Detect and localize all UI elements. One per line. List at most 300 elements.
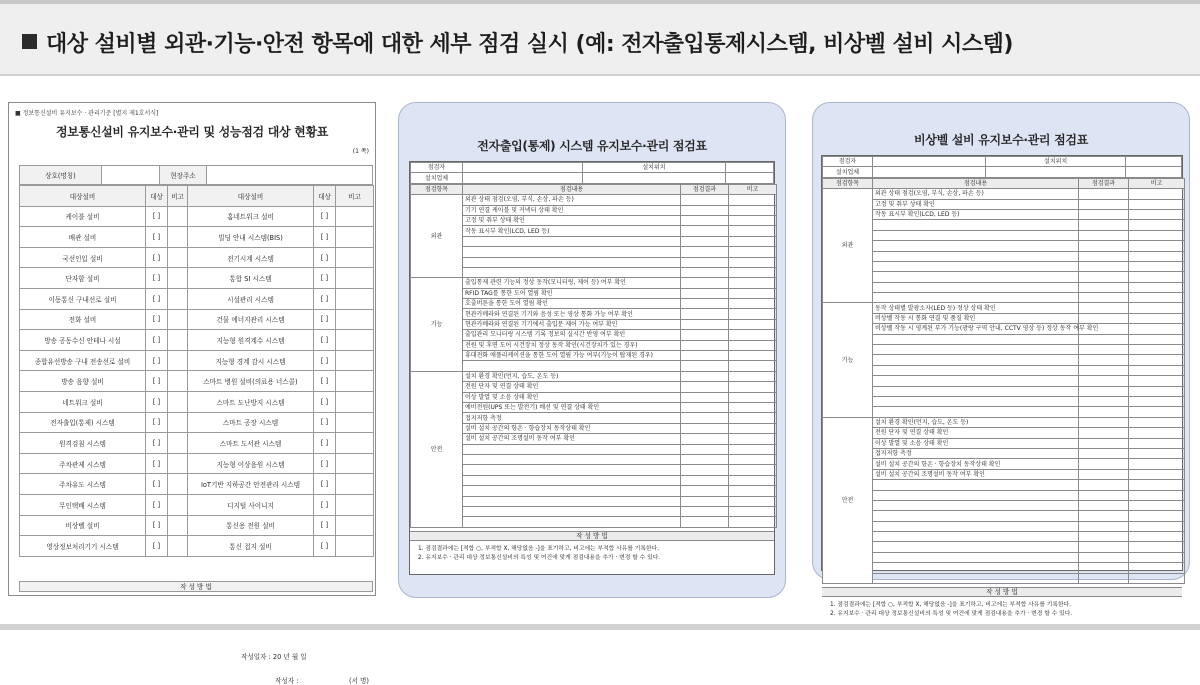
result-cell[interactable] — [1079, 573, 1129, 583]
result-cell[interactable] — [681, 195, 729, 205]
slide-header — [0, 4, 1200, 76]
result-cell[interactable] — [1079, 241, 1129, 251]
target-checkbox[interactable]: [ ] — [146, 350, 168, 371]
target-checkbox[interactable]: [ ] — [314, 247, 336, 268]
remark-cell — [168, 433, 188, 454]
remark-cell[interactable] — [729, 267, 777, 277]
blank-item — [873, 230, 1079, 240]
company-value[interactable] — [463, 173, 583, 183]
checklist-row — [823, 417, 1185, 427]
remark-cell — [168, 391, 188, 412]
checklist-row — [411, 486, 777, 496]
remark-cell[interactable] — [1129, 303, 1185, 313]
result-cell[interactable] — [681, 299, 729, 309]
result-cell[interactable] — [1079, 220, 1129, 230]
result-cell[interactable] — [681, 278, 729, 288]
result-cell[interactable] — [1079, 345, 1129, 355]
result-cell[interactable] — [681, 319, 729, 329]
check-item: 고정 및 취부 상태 확인 — [463, 215, 681, 225]
section-label: 기능 — [823, 303, 873, 417]
checklist-row — [411, 475, 777, 485]
result-cell[interactable] — [1079, 490, 1129, 500]
result-cell[interactable] — [1079, 469, 1129, 479]
remark-cell[interactable] — [729, 371, 777, 381]
target-checkbox[interactable]: [ ] — [314, 391, 336, 412]
remark-cell[interactable] — [1129, 511, 1185, 521]
remark-cell[interactable] — [1129, 532, 1185, 542]
remark-cell[interactable] — [1129, 365, 1185, 375]
remark-cell[interactable] — [729, 402, 777, 412]
table-row — [20, 247, 374, 268]
result-cell[interactable] — [681, 392, 729, 402]
remark-cell[interactable] — [729, 454, 777, 464]
result-cell[interactable] — [681, 247, 729, 257]
checklist-row — [411, 319, 777, 329]
facility-name: 케이블 설비 — [20, 206, 146, 227]
result-cell[interactable] — [681, 226, 729, 236]
check-item: 설치 환경 확인(먼지, 습도, 온도 등) — [463, 371, 681, 381]
section-label: 안전 — [411, 371, 463, 527]
remark-cell[interactable] — [729, 236, 777, 246]
remark-cell[interactable] — [1129, 490, 1185, 500]
remark-cell[interactable] — [1129, 521, 1185, 531]
target-checkbox[interactable]: [ ] — [146, 494, 168, 515]
result-cell[interactable] — [1079, 563, 1129, 573]
remark-cell[interactable] — [1129, 396, 1185, 406]
inspector-value[interactable] — [873, 157, 986, 167]
remark-cell[interactable] — [729, 486, 777, 496]
blank-item — [873, 241, 1079, 251]
blank-item — [873, 345, 1079, 355]
target-checkbox[interactable]: [ ] — [146, 309, 168, 330]
facility-name: 디지털 사이니지 — [188, 494, 314, 515]
writing-method-bar: 작 성 방 법 — [19, 581, 373, 592]
result-cell[interactable] — [681, 486, 729, 496]
remark-cell — [336, 433, 374, 454]
remark-cell[interactable] — [1129, 355, 1185, 365]
check-item: 현관카메라와 연결된 기기와 음성 또는 영상 통화 가능 여부 확인 — [463, 309, 681, 319]
result-cell[interactable] — [1079, 407, 1129, 417]
target-checkbox[interactable]: [ ] — [314, 288, 336, 309]
checklist-row — [823, 448, 1185, 458]
result-cell[interactable] — [1079, 480, 1129, 490]
table-row — [20, 494, 374, 515]
checklist-row — [823, 511, 1185, 521]
remark-cell[interactable] — [729, 444, 777, 454]
blank-item — [873, 490, 1079, 500]
result-cell[interactable] — [1079, 417, 1129, 427]
target-checkbox[interactable]: [ ] — [146, 268, 168, 289]
remark-cell[interactable] — [1129, 345, 1185, 355]
target-checkbox[interactable]: [ ] — [314, 206, 336, 227]
target-checkbox[interactable]: [ ] — [314, 433, 336, 454]
remark-cell[interactable] — [1129, 542, 1185, 552]
table-row — [20, 330, 374, 351]
target-checkbox[interactable]: [ ] — [314, 268, 336, 289]
remark-cell — [336, 536, 374, 557]
checklist-row — [823, 469, 1185, 479]
signature-label: (서 명) — [349, 677, 369, 685]
date-line: 작성일자 : 20 년 월 일 — [241, 653, 307, 661]
blank-item — [873, 293, 1079, 303]
result-cell[interactable] — [1079, 428, 1129, 438]
result-cell[interactable] — [681, 361, 729, 371]
checklist-row — [823, 563, 1185, 573]
checklist-row — [411, 465, 777, 475]
checklist-row — [823, 261, 1185, 271]
remark-cell[interactable] — [1129, 209, 1185, 219]
result-cell[interactable] — [681, 434, 729, 444]
target-checkbox[interactable]: [ ] — [314, 474, 336, 495]
target-checkbox[interactable]: [ ] — [314, 371, 336, 392]
facility-name: 방송 음향 설비 — [20, 371, 146, 392]
result-cell[interactable] — [681, 423, 729, 433]
result-cell[interactable] — [681, 506, 729, 516]
target-checkbox[interactable]: [ ] — [146, 474, 168, 495]
result-cell[interactable] — [681, 382, 729, 392]
check-item: 비상벨 작동 시 영계된 부가 기능(광랑 구역 안내, CCTV 영상 등) 정상 동작 여부 확인 — [873, 324, 1079, 334]
check-item: 접지저항 측정 — [463, 413, 681, 423]
result-cell[interactable] — [1079, 542, 1129, 552]
blank-item — [873, 220, 1079, 230]
target-checkbox[interactable]: [ ] — [146, 536, 168, 557]
checklist-row — [823, 251, 1185, 261]
result-cell[interactable] — [681, 444, 729, 454]
result-cell[interactable] — [681, 330, 729, 340]
company-value — [101, 166, 159, 185]
checklist-row — [823, 189, 1185, 199]
remark-cell[interactable] — [1129, 251, 1185, 261]
remark-cell[interactable] — [1129, 324, 1185, 334]
remark-cell[interactable] — [729, 423, 777, 433]
result-cell[interactable] — [681, 351, 729, 361]
target-checkbox[interactable]: [ ] — [146, 371, 168, 392]
target-checkbox[interactable]: [ ] — [146, 433, 168, 454]
result-cell[interactable] — [1079, 199, 1129, 209]
remark-cell[interactable] — [1129, 272, 1185, 282]
blank-item — [873, 251, 1079, 261]
remark-cell — [336, 206, 374, 227]
checklist-row — [411, 371, 777, 381]
check-item: 이상 발열 및 소음 상태 확인 — [463, 392, 681, 402]
result-cell[interactable] — [681, 371, 729, 381]
remark-cell[interactable] — [1129, 241, 1185, 251]
target-checkbox[interactable]: [ ] — [146, 412, 168, 433]
remark-cell[interactable] — [729, 517, 777, 527]
checklist-row — [823, 407, 1185, 417]
checklist-row — [823, 324, 1185, 334]
check-item: 현관카메라와 연결된 기기에서 출입문 제어 가능 여부 확인 — [463, 319, 681, 329]
inspector-value[interactable] — [463, 163, 583, 173]
remark-cell — [336, 412, 374, 433]
remark-cell[interactable] — [1129, 407, 1185, 417]
check-item: 출입관리 모니터링 시스템 기록 정보의 실시간 반영 여부 확인 — [463, 330, 681, 340]
company-info-row — [19, 165, 373, 185]
result-cell[interactable] — [1079, 376, 1129, 386]
result-cell[interactable] — [1079, 365, 1129, 375]
result-cell[interactable] — [681, 517, 729, 527]
result-cell[interactable] — [681, 288, 729, 298]
remark-cell[interactable] — [1129, 480, 1185, 490]
writing-method-bar: 작 성 방 법 — [410, 531, 774, 541]
remark-cell[interactable] — [1129, 261, 1185, 271]
remark-cell[interactable] — [1129, 282, 1185, 292]
remark-cell[interactable] — [1129, 459, 1185, 469]
checklist-row — [823, 282, 1185, 292]
remark-cell[interactable] — [1129, 500, 1185, 510]
blank-item — [873, 480, 1079, 490]
blank-item — [873, 334, 1079, 344]
result-cell[interactable] — [1079, 532, 1129, 542]
result-cell[interactable] — [1079, 303, 1129, 313]
remark-cell[interactable] — [729, 465, 777, 475]
remark-cell[interactable] — [729, 506, 777, 516]
remark-cell[interactable] — [729, 205, 777, 215]
facility-name: IoT기반 지하공간 안전관리 시스템 — [188, 474, 314, 495]
remark-cell — [168, 330, 188, 351]
result-cell[interactable] — [681, 496, 729, 506]
result-cell[interactable] — [1079, 500, 1129, 510]
checklist-row — [411, 236, 777, 246]
remark-cell[interactable] — [1129, 469, 1185, 479]
blank-item — [463, 267, 681, 277]
table-header-cell: 비고 — [336, 186, 374, 207]
result-cell[interactable] — [1079, 438, 1129, 448]
checklist-row — [411, 454, 777, 464]
target-checkbox[interactable]: [ ] — [314, 412, 336, 433]
bottom-divider — [0, 624, 1200, 630]
target-checkbox[interactable]: [ ] — [314, 309, 336, 330]
result-cell[interactable] — [1079, 313, 1129, 323]
remark-cell[interactable] — [729, 361, 777, 371]
checklist-row — [411, 288, 777, 298]
remark-cell[interactable] — [729, 382, 777, 392]
target-checkbox[interactable]: [ ] — [146, 453, 168, 474]
target-checkbox[interactable]: [ ] — [146, 247, 168, 268]
remark-cell[interactable] — [1129, 552, 1185, 562]
facility-name: 시설관리 시스템 — [188, 288, 314, 309]
target-checkbox[interactable]: [ ] — [146, 288, 168, 309]
slide-title: 대상 설비별 외관·기능·안전 항목에 대한 세부 점검 실시 (예: 전자출입통제시스템, 비상벨 설비 시스템) — [46, 32, 1013, 57]
result-cell[interactable] — [1079, 261, 1129, 271]
section-label: 외관 — [823, 189, 873, 303]
result-cell[interactable] — [681, 402, 729, 412]
result-cell[interactable] — [1079, 230, 1129, 240]
remark-cell[interactable] — [729, 434, 777, 444]
checklist-row — [823, 334, 1185, 344]
check-item: 작동 표시부 확인(LCD, LED 등) — [873, 209, 1079, 219]
form-reference: ■ 정보통신설비 유지보수 · 관리기준 [별지 제1호서식] — [15, 110, 159, 117]
section-label: 외관 — [411, 195, 463, 278]
facility-name: 스마트 도서관 시스템 — [188, 433, 314, 454]
result-cell[interactable] — [1079, 334, 1129, 344]
result-cell[interactable] — [681, 309, 729, 319]
result-cell[interactable] — [681, 257, 729, 267]
remark-cell[interactable] — [729, 257, 777, 267]
table-row — [20, 350, 374, 371]
remark-cell — [336, 494, 374, 515]
result-cell[interactable] — [681, 236, 729, 246]
remark-cell[interactable] — [1129, 417, 1185, 427]
result-cell[interactable] — [1079, 521, 1129, 531]
result-cell[interactable] — [681, 413, 729, 423]
blank-item — [463, 517, 681, 527]
result-cell[interactable] — [681, 454, 729, 464]
remark-cell[interactable] — [729, 351, 777, 361]
result-cell[interactable] — [1079, 448, 1129, 458]
remark-cell[interactable] — [1129, 448, 1185, 458]
check-item: 전원 및 후면 도어 시건장치 정상 동작 확인(시건장치가 있는 경우) — [463, 340, 681, 350]
target-checkbox[interactable]: [ ] — [314, 536, 336, 557]
result-cell[interactable] — [681, 267, 729, 277]
remark-cell[interactable] — [729, 330, 777, 340]
checklist-row — [823, 542, 1185, 552]
blank-item — [463, 361, 681, 371]
remark-cell[interactable] — [729, 226, 777, 236]
checklist-row — [823, 490, 1185, 500]
result-cell[interactable] — [1079, 386, 1129, 396]
checklist-row — [823, 396, 1185, 406]
table-row — [20, 474, 374, 495]
remark-cell[interactable] — [1129, 189, 1185, 199]
target-checkbox[interactable]: [ ] — [146, 391, 168, 412]
remark-cell[interactable] — [729, 309, 777, 319]
result-cell[interactable] — [1079, 293, 1129, 303]
facility-name: 전자출입(통제) 시스템 — [20, 412, 146, 433]
remark-cell — [336, 474, 374, 495]
checklist-row — [411, 215, 777, 225]
table-header-cell: 대상 — [314, 186, 336, 207]
check-item: 작동 표시부 확인(LCD, LED 등) — [463, 226, 681, 236]
location-label: 설치위치 — [582, 163, 725, 173]
remark-cell[interactable] — [729, 247, 777, 257]
facility-name: 배관 설비 — [20, 227, 146, 248]
remark-cell — [336, 330, 374, 351]
facility-name: 홈네트워크 설비 — [188, 206, 314, 227]
result-cell[interactable] — [681, 340, 729, 350]
target-checkbox[interactable]: [ ] — [314, 515, 336, 536]
target-checkbox[interactable]: [ ] — [314, 494, 336, 515]
blank-item — [873, 376, 1079, 386]
result-cell[interactable] — [1079, 189, 1129, 199]
remark-cell[interactable] — [1129, 386, 1185, 396]
form1-title: 전자출입(통제) 시스템 유지보수·관리 점검표 — [477, 139, 707, 153]
facility-name: 통신용 전원 설비 — [188, 515, 314, 536]
remark-cell[interactable] — [729, 340, 777, 350]
remark-cell[interactable] — [729, 413, 777, 423]
target-checkbox[interactable]: [ ] — [146, 515, 168, 536]
remark-cell[interactable] — [1129, 376, 1185, 386]
blank-item — [873, 386, 1079, 396]
result-cell[interactable] — [1079, 511, 1129, 521]
remark-cell[interactable] — [1129, 199, 1185, 209]
remark-cell[interactable] — [729, 319, 777, 329]
check-item: 외관 상태 점검(오염, 부식, 손상, 파손 등) — [873, 189, 1079, 199]
checklist-row — [411, 267, 777, 277]
remark-cell[interactable] — [729, 215, 777, 225]
check-item: 접지저항 측정 — [873, 448, 1079, 458]
target-checkbox[interactable]: [ ] — [314, 350, 336, 371]
result-cell[interactable] — [681, 465, 729, 475]
remark-cell[interactable] — [1129, 220, 1185, 230]
remark-cell[interactable] — [729, 195, 777, 205]
result-cell[interactable] — [1079, 251, 1129, 261]
remark-cell[interactable] — [1129, 438, 1185, 448]
checklist-table — [410, 184, 777, 528]
target-checkbox[interactable]: [ ] — [146, 206, 168, 227]
remark-cell[interactable] — [1129, 563, 1185, 573]
remark-cell[interactable] — [729, 392, 777, 402]
result-cell[interactable] — [681, 205, 729, 215]
facility-name: 전화 설비 — [20, 309, 146, 330]
checklist-row — [823, 272, 1185, 282]
company-label: 설치업체 — [823, 167, 873, 177]
result-cell[interactable] — [1079, 459, 1129, 469]
blank-item — [873, 532, 1079, 542]
location-value[interactable] — [726, 163, 774, 173]
remark-cell — [336, 227, 374, 248]
remark-cell[interactable] — [1129, 334, 1185, 344]
check-item: 전원 단자 및 연결 상태 확인 — [463, 382, 681, 392]
checklist-row — [411, 226, 777, 236]
result-cell[interactable] — [1079, 552, 1129, 562]
remark-cell[interactable] — [1129, 428, 1185, 438]
result-cell[interactable] — [1079, 209, 1129, 219]
form-info-table — [822, 156, 1182, 178]
page-unit: (1 쪽) — [352, 148, 369, 155]
remark-cell[interactable] — [1129, 573, 1185, 583]
facility-name: 국선인입 설비 — [20, 247, 146, 268]
checklist-row — [411, 340, 777, 350]
blank-item — [873, 521, 1079, 531]
remark-cell[interactable] — [729, 299, 777, 309]
result-cell[interactable] — [681, 215, 729, 225]
remark-cell[interactable] — [1129, 293, 1185, 303]
remark-cell[interactable] — [729, 278, 777, 288]
target-checkbox[interactable]: [ ] — [146, 330, 168, 351]
result-cell[interactable] — [1079, 272, 1129, 282]
remark-cell[interactable] — [729, 475, 777, 485]
facility-name: 지능형 원격계수 시스템 — [188, 330, 314, 351]
result-cell[interactable] — [1079, 355, 1129, 365]
remark-cell[interactable] — [1129, 313, 1185, 323]
remark-cell — [336, 453, 374, 474]
remark-cell[interactable] — [1129, 230, 1185, 240]
blank-item — [463, 506, 681, 516]
remark-cell[interactable] — [729, 496, 777, 506]
checklist-row — [411, 444, 777, 454]
table-header-cell: 대상설비 — [20, 186, 146, 207]
blank-item — [873, 365, 1079, 375]
result-cell[interactable] — [681, 475, 729, 485]
blank-item — [463, 247, 681, 257]
inspector-label: 점검자 — [823, 157, 873, 167]
location-value[interactable] — [1126, 157, 1182, 167]
check-item: 이상 발열 및 소음 상태 확인 — [873, 438, 1079, 448]
table-header-cell: 비고 — [168, 186, 188, 207]
target-checkbox[interactable]: [ ] — [314, 330, 336, 351]
target-checkbox[interactable]: [ ] — [314, 453, 336, 474]
remark-cell[interactable] — [729, 288, 777, 298]
target-checkbox[interactable]: [ ] — [146, 227, 168, 248]
target-checkbox[interactable]: [ ] — [314, 227, 336, 248]
result-cell[interactable] — [1079, 396, 1129, 406]
company-value[interactable] — [873, 167, 986, 177]
result-cell[interactable] — [1079, 282, 1129, 292]
facility-name: 통신 접지 설비 — [188, 536, 314, 557]
check-item: 외관 상태 점검(오염, 부식, 손상, 파손 등) — [463, 195, 681, 205]
check-item: 전원 단자 및 연결 상태 확인 — [873, 428, 1079, 438]
